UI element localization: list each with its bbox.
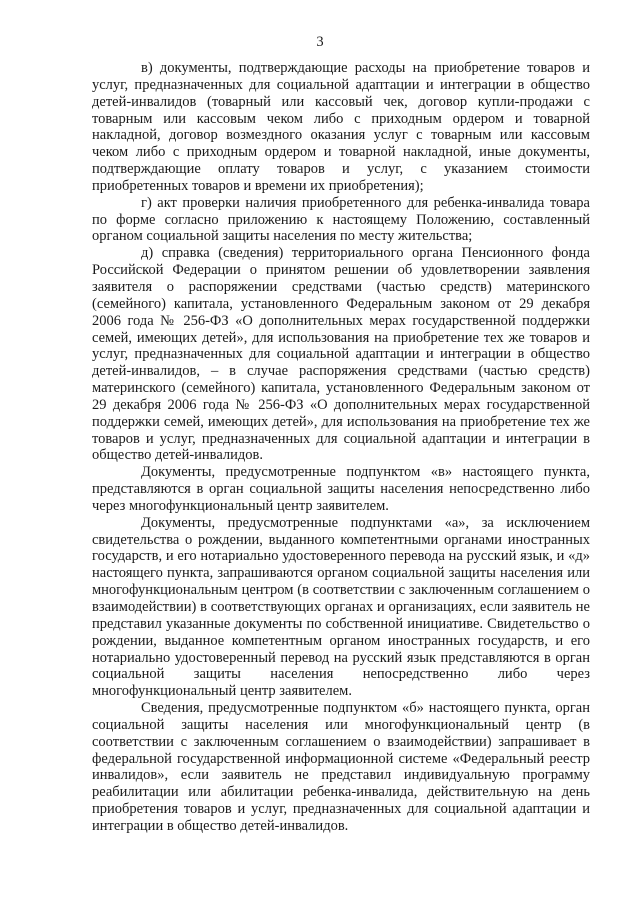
paragraph-documents-v: Документы, предусмотренные подпунктом «в» настоящего пункта, представляются в орган социальной защиты населения непосредственно либо через многофункциональный центр заявителем.	[92, 464, 590, 514]
paragraph-subitem-g: г) акт проверки наличия приобретенного для ребенка-инвалида товара по форме согласно приложению к настоящему Положению, составленный органом социальной защиты населения по месту жительства;	[92, 194, 590, 245]
paragraph-documents-a-d: Документы, предусмотренные подпунктами «а», за исключением свидетельства о рождении, выданного компетентными органами иностранных государств, и его нотариально удостоверенного перевода на русский язык, и «д» настоящего пункта, запрашиваются органом социальной защиты населения или многофункциональным центром (в соответствии с заключенным соглашением о взаимодействии) в соответствующих органах и организациях, если заявитель не представил указанные документы по собственной инициативе. Свидетельство о рождении, выданное компетентным органом иностранных государств, и его нотариально удостоверенный перевод на русский язык представляются в орган социальной защиты населения непосредственно либо через многофункциональный центр заявителем.	[92, 514, 590, 700]
paragraph-information-b: Сведения, предусмотренные подпунктом «б» настоящего пункта, орган социальной защиты населения или многофункциональный центр (в соответствии с заключенным соглашением о взаимодействии) запрашивает в федеральной государственной информационной системе «Федеральный реестр инвалидов», если заявитель не представил индивидуальную программу реабилитации или абилитации ребенка-инвалида, действительную на день приобретения товаров и услуг, предназначенных для социальной адаптации и интеграции в общество детей-инвалидов.	[92, 700, 590, 834]
paragraph-subitem-v: в) документы, подтверждающие расходы на приобретение товаров и услуг, предназначенных для социальной адаптации и интеграции в общество детей-инвалидов (товарный или кассовый чек, договор купли-продажи с товарным или кассовым чеком либо с приходным ордером и товарной накладной, договор возмездного оказания услуг с товарным или кассовым чеком либо с приходным ордером и товарной накладной, иные документы, подтверждающие оплату товаров и услуг, с указанием стоимости приобретенных товаров и времени их приобретения);	[92, 60, 590, 194]
document-body	[92, 60, 590, 835]
paragraph-subitem-d: д) справка (сведения) территориального органа Пенсионного фонда Российской Федерации о принятом решении об удовлетворении заявления заявителя о распоряжении средствами (частью средств) материнского (семейного) капитала, установленного Федеральным законом от 29 декабря 2006 года № 256-ФЗ «О дополнительных мерах государственной поддержки семей, имеющих детей», для использования на приобретение тех же товаров и услуг, предназначенных для социальной адаптации и интеграции в общество детей-инвалидов, – в случае распоряжения средствами (частью средств) материнского (семейного) капитала, установленного Федеральным законом от 29 декабря 2006 года № 256-ФЗ «О дополнительных мерах государственной поддержки семей, имеющих детей», для использования на приобретение тех же товаров и услуг, предназначенных для социальной адаптации и интеграции в общество детей-инвалидов.	[92, 245, 590, 464]
page-number: 3	[316, 34, 324, 50]
